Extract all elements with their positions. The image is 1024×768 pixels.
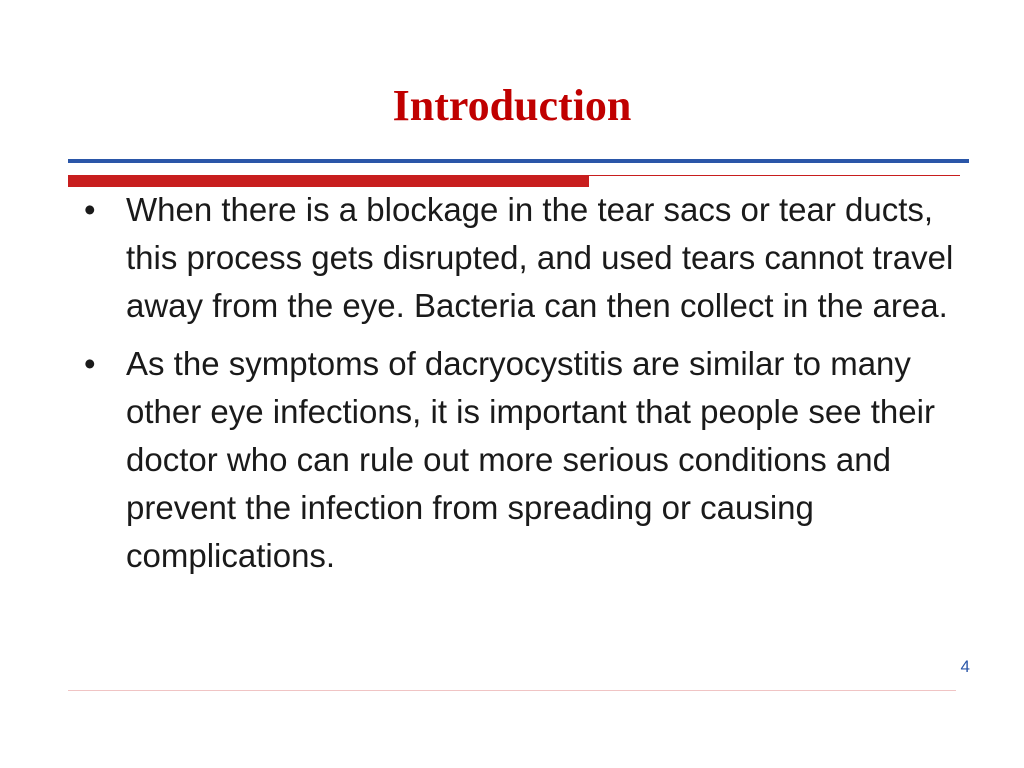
bullet-list [84, 186, 964, 590]
footer-divider [68, 690, 956, 691]
title-divider-red-thin [589, 175, 960, 176]
bullet-item [84, 186, 964, 330]
bullet-text: When there is a blockage in the tear sacs or tear ducts, this process gets disrupted, and used tears cannot travel away from the eye. Bacteria can then collect in the area. [126, 191, 954, 324]
title-divider-blue [68, 159, 969, 163]
bullet-item [84, 340, 964, 580]
slide-title: Introduction [392, 81, 632, 130]
bullet-text: As the symptoms of dacryocystitis are similar to many other eye infections, it is important that people see their doctor who can rule out more serious conditions and prevent the infection from spreading or causing complications. [126, 345, 935, 574]
bullet-icon: • [84, 191, 96, 228]
bullet-icon: • [84, 345, 96, 382]
page-number: 4 [960, 657, 970, 676]
